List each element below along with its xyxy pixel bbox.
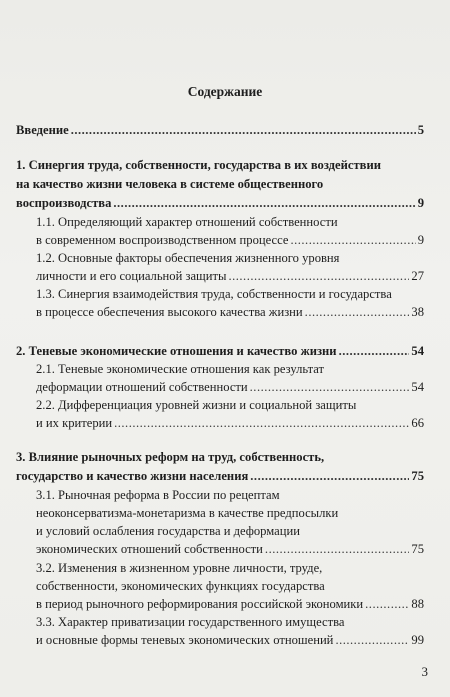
toc-entry-text: 2. Теневые экономические отношения и качество жизни [16,344,337,358]
toc-entry-text: Введение [16,123,69,137]
toc-item-2-1-line-1: 2.1. Теневые экономические отношения как результат [36,362,325,376]
dot-leader [71,122,416,138]
dot-leader [113,195,415,211]
dot-leader [290,232,415,248]
toc-section-3-line-2 [16,468,424,484]
toc-item-2-2-line-2 [36,415,424,431]
toc-item-1-1-line-1: 1.1. Определяющий характер отношений собственности [36,215,338,229]
toc-item-3-1-line-4 [36,541,424,557]
toc-entry-text: деформации отношений собственности [36,380,248,394]
toc-item-1-2-line-1: 1.2. Основные факторы обеспечения жизненного уровня [36,251,340,265]
toc-entry-text: экономических отношений собственности [36,542,263,556]
toc-entry-text: воспроизводства [16,196,112,210]
toc-page-number: 9 [417,196,424,210]
toc-item-2-1-line-2 [36,379,424,395]
toc-section-1-line-1: 1. Синергия труда, собственности, государства в их воздействии [16,158,381,172]
toc-item-1-3-line-1: 1.3. Синергия взаимодействия труда, собственности и государства [36,287,392,301]
toc-item-2-2-line-1: 2.2. Дифференциация уровней жизни и социальной защиты [36,398,357,412]
toc-page-number: 54 [411,380,424,394]
toc-item-3-3-line-2 [36,632,424,648]
page-title: Содержание [187,84,263,99]
toc-page-number: 75 [411,542,424,556]
toc-item-3-1-line-1: 3.1. Рыночная реформа в России по рецептам [36,488,280,502]
dot-leader [114,415,409,431]
toc-page-number: 27 [411,269,424,283]
toc-item-1-2-line-2 [36,268,424,284]
toc-page-number: 38 [411,305,424,319]
dot-leader [339,343,410,359]
dot-leader [335,632,409,648]
toc-entry-text: государство и качество жизни населения [16,469,249,483]
toc-page-number: 66 [411,416,424,430]
toc-item-3-3-line-1: 3.3. Характер приватизации государственного имущества [36,615,345,629]
toc-item-3-2-line-2: собственности, экономических функциях государства [36,579,325,593]
toc-page-number: 75 [411,469,424,483]
toc-item-1-3-line-2 [36,304,424,320]
dot-leader [250,379,410,395]
toc-page-number: 54 [411,344,424,358]
toc-page-number: 9 [417,233,424,247]
toc-entry-text: и основные формы теневых экономических отношений [36,633,334,647]
toc-item-3-2-line-3 [36,596,424,612]
page-number: 3 [421,664,428,679]
toc-page-number: 99 [411,633,424,647]
toc-item-3-2-line-1: 3.2. Изменения в жизненном уровне личности, труде, [36,561,323,575]
toc-entry-text: в процессе обеспечения высокого качества жизни [36,305,303,319]
toc-entry-text: в период рыночного реформирования российской экономики [36,597,364,611]
dot-leader [250,468,409,484]
dot-leader [305,304,410,320]
dot-leader [365,596,409,612]
toc-page-number: 88 [411,597,424,611]
toc-page-number: 5 [417,123,424,137]
toc-entry-text: личности и его социальной защиты [36,269,227,283]
toc-section-1-line-3 [16,195,424,211]
dot-leader [228,268,409,284]
toc-section-1-line-2: на качество жизни человека в системе общественного [16,177,324,191]
toc-section-3-line-1: 3. Влияние рыночных реформ на труд, собственность, [16,450,325,464]
toc-item-3-1-line-2: неоконсерватизма-монетаризма в качестве предпосылки [36,506,339,520]
toc-entry-intro [16,122,424,138]
toc-entry-text: в современном воспроизводственном процессе [36,233,289,247]
toc-entry-text: и их критерии [36,416,113,430]
dot-leader [265,541,409,557]
toc-item-3-1-line-3: и условий ослабления государства и деформации [36,524,300,538]
toc-item-1-1-line-2 [36,232,424,248]
toc-section-2 [16,343,424,359]
